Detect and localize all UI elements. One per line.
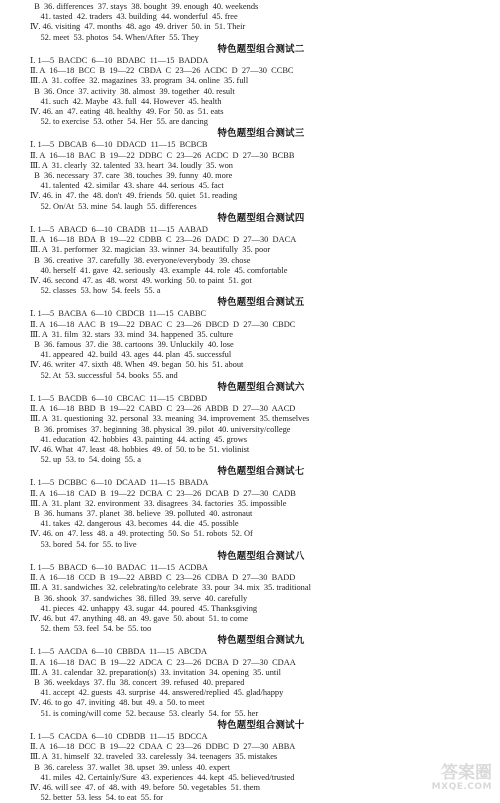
answer-line: Ⅲ. A 31. clearly 32. talented 33. heart 34. loudly 35. won [30,160,233,170]
answer-line: 41. such 42. Maybe 43. full 44. However 45. health [30,96,222,106]
answer-line: B 36. promises 37. beginning 38. physical 39. pilot 40. university/college [30,424,291,434]
answer-line: B 36. creative 37. carefully 38. everyone/everybody 39. chose [30,255,251,265]
answer-line: Ⅳ. 46. What 47. least 48. hobbies 49. of 50. to be 51. violinist [30,444,250,454]
answer-line: Ⅳ. 46. but 47. anything 48. an 49. gave 50. about 51. to come [30,613,248,623]
answer-line: 41. talented 42. similar 43. share 44. serious 45. fact [30,181,224,191]
section-title: 特色题型组合测试七 [217,466,305,478]
answer-line: Ⅱ. A 16—18 BCC B 19—22 CBDA C 23—26 ACDC D 27—30 CCBC [30,66,294,76]
answer-line: 53. bored 54. for 55. to live [30,539,137,549]
answer-line: Ⅰ. 1—5 BACBA 6—10 CBDCB 11—15 CABBC [30,309,207,319]
answer-line: Ⅰ. 1—5 BBACD 6—10 BADAC 11—15 ACDBA [30,562,208,572]
answer-line: B 36. famous 37. die 38. cartoons 39. Unluckily 40. lose [30,340,234,349]
answer-line: B 36. weekdays 37. flu 38. concert 39. refused 40. prepared [30,678,245,687]
answer-line: Ⅱ. A 16—18 BDA B 19—22 CDBB C 23—26 DADC D 27—30 DACA [30,235,297,245]
answer-line: Ⅳ. 46. to go 47. inviting 48. but 49. a 50. to meet [30,698,205,708]
watermark-bottom: MXQE.COM [431,782,492,792]
answer-line: B 36. Once 37. activity 38. almost 39. together 40. result [30,86,235,96]
answer-line: Ⅰ. 1—5 DCBBC 6—10 DCAAD 11—15 BBADA [30,478,209,488]
answer-line: 41. pieces 42. unhappy 43. sugar 44. poured 45. Thanksgiving [30,603,258,613]
answer-lines [30,2,492,803]
answer-line: Ⅱ. A 16—18 CCD B 19—22 ABBD C 23—26 CDBA D 27—30 BADD [30,573,296,583]
answer-line: B 36. humans 37. planet 38. believe 39. polluted 40. astronaut [30,509,253,518]
answer-line: Ⅰ. 1—5 BACDC 6—10 BDABC 11—15 BADDA [30,55,209,65]
answer-line: Ⅲ. A 31. plant 32. environment 33. disagrees 34. factories 35. impossible [30,498,287,508]
answer-line: Ⅱ. A 16—18 DAC B 19—22 ADCA C 23—26 DCBA D 27—30 CDAA [30,657,296,667]
answer-line: 41. education 42. hobbies 43. painting 44. acting 45. grows [30,434,248,444]
answer-line: 41. miles 42. Certainly/Sure 43. experiences 44. kept 45. believed/trusted [30,772,295,782]
answer-line: Ⅳ. 46. will see 47. of 48. with 49. before 50. vegetables 51. them [30,782,261,792]
answer-line: Ⅱ. A 16—18 BAC B 19—22 DDBC C 23—26 ACDC D 27—30 BCBB [30,150,295,160]
section-title: 特色题型组合测试九 [217,635,305,647]
answer-line: Ⅲ. A 31. sandwiches 32. celebrating/to celebrate 33. pour 34. mix 35. traditional [30,583,311,593]
answer-line: 52. them 53. feel 54. be 55. too [30,624,152,634]
answer-line: 52. On/At 53. mine 54. laugh 55. differences [30,201,197,211]
answer-line: Ⅱ. A 16—18 AAC B 19—22 DBAC C 23—26 DBCD D 27—30 CBDC [30,319,296,329]
answer-line: B 36. necessary 37. care 38. touches 39. funny 40. more [30,171,233,180]
answer-line: 41. tasted 42. traders 43. building 44. wonderful 45. free [30,12,238,22]
section-title: 特色题型组合测试六 [217,381,305,393]
section-title: 特色题型组合测试十 [217,719,305,731]
answer-line: 52. up 53. to 54. doing 55. a [30,455,141,465]
answer-line: Ⅲ. A 31. himself 32. traveled 33. carelessly 34. teenagers 35. mistakes [30,752,278,762]
section-title: 特色题型组合测试五 [217,297,305,309]
answer-line: Ⅲ. A 31. calendar 32. preparation(s) 33. invitation 34. opening 35. until [30,667,281,677]
answer-line: 41. takes 42. dangerous 43. becomes 44. die 45. possible [30,519,239,529]
answer-line: 51. is coming/will come 52. because 53. clearly 54. for 55. her [30,708,259,718]
answer-line: Ⅱ. A 16—18 DCC B 19—22 CDAA C 23—26 DDBC D 27—30 ABBA [30,742,296,752]
answer-line: 52. At 53. successful 54. books 55. and [30,370,178,380]
answer-line: Ⅳ. 46. visiting 47. months 48. ago 49. driver 50. in 51. Their [30,22,246,32]
answer-line: Ⅰ. 1—5 BACDB 6—10 CBCAC 11—15 CBDBD [30,393,208,403]
answer-line: 52. meet 53. photos 54. When/After 55. They [30,32,199,42]
answer-line: 41. appeared 42. build 43. ages 44. plan 45. successful [30,350,232,360]
answer-line: Ⅰ. 1—5 DBCAB 6—10 DDACD 11—15 BCBCB [30,140,208,150]
watermark-top: 答案圈 [441,763,492,783]
answer-line: Ⅳ. 46. on 47. less 48. a 49. protecting 50. So 51. robots 52. Of [30,529,253,539]
answer-line: Ⅳ. 46. writer 47. sixth 48. When 49. began 50. his 51. about [30,360,244,370]
answer-line: Ⅲ. A 31. coffee 32. magazines 33. program 34. online 35. full [30,76,249,86]
answer-line: Ⅳ. 46. an 47. eating 48. healthy 49. For 50. as 51. eats [30,106,224,116]
answer-line: Ⅰ. 1—5 ABACD 6—10 CBADB 11—15 AABAD [30,224,208,234]
section-title: 特色题型组合测试三 [217,128,305,140]
answer-line: Ⅲ. A 31. questioning 32. personal 33. meaning 34. improvement 35. themselves [30,414,310,424]
section-title: 特色题型组合测试八 [217,550,305,562]
answer-line: Ⅲ. A 31. film 32. stars 33. mind 34. happened 35. culture [30,329,234,339]
answer-line: Ⅰ. 1—5 CACDA 6—10 CDBDB 11—15 BDCCA [30,731,208,741]
answer-line: Ⅱ. A 16—18 CAD B 19—22 DCBA C 23—26 DCAB D 27—30 CADB [30,488,296,498]
answer-line: B 36. differences 37. stays 38. bought 39. enough 40. weekends [30,2,259,11]
section-title: 特色题型组合测试二 [217,43,305,55]
answer-line: Ⅰ. 1—5 AACDA 6—10 CBBDA 11—15 ABCDA [30,647,208,657]
answer-line: 52. better 53. less 54. to eat 55. for [30,793,164,803]
answer-line: B 36. shook 37. sandwiches 38. filled 39. serve 40. carefully [30,593,248,603]
answer-line: Ⅳ. 46. in 47. the 48. don't 49. friends 50. quiet 51. reading [30,191,238,201]
answer-line: Ⅲ. A 31. performer 32. magician 33. winner 34. beautifully 35. poor [30,245,271,255]
answer-line: 41. accept 42. guests 43. surprise 44. answered/replied 45. glad/happy [30,688,284,698]
answer-line: 52. classes 53. how 54. feels 55. a [30,286,161,296]
answer-line: Ⅱ. A 16—18 BBD B 19—22 CABD C 23—26 ABDB D 27—30 AACD [30,404,296,414]
section-title: 特色题型组合测试四 [217,212,305,224]
answer-line: B 36. careless 37. wallet 38. upset 39. unless 40. expert [30,762,231,772]
answer-line: 52. to exercise 53. other 54. Her 55. are dancing [30,117,208,127]
answer-line: Ⅳ. 46. second 47. as 48. worst 49. working 50. to paint 51. got [30,275,252,285]
answer-line: 40. herself 41. gave 42. seriously 43. example 44. role 45. comfortable [30,265,288,275]
watermark-logo [416,764,492,794]
